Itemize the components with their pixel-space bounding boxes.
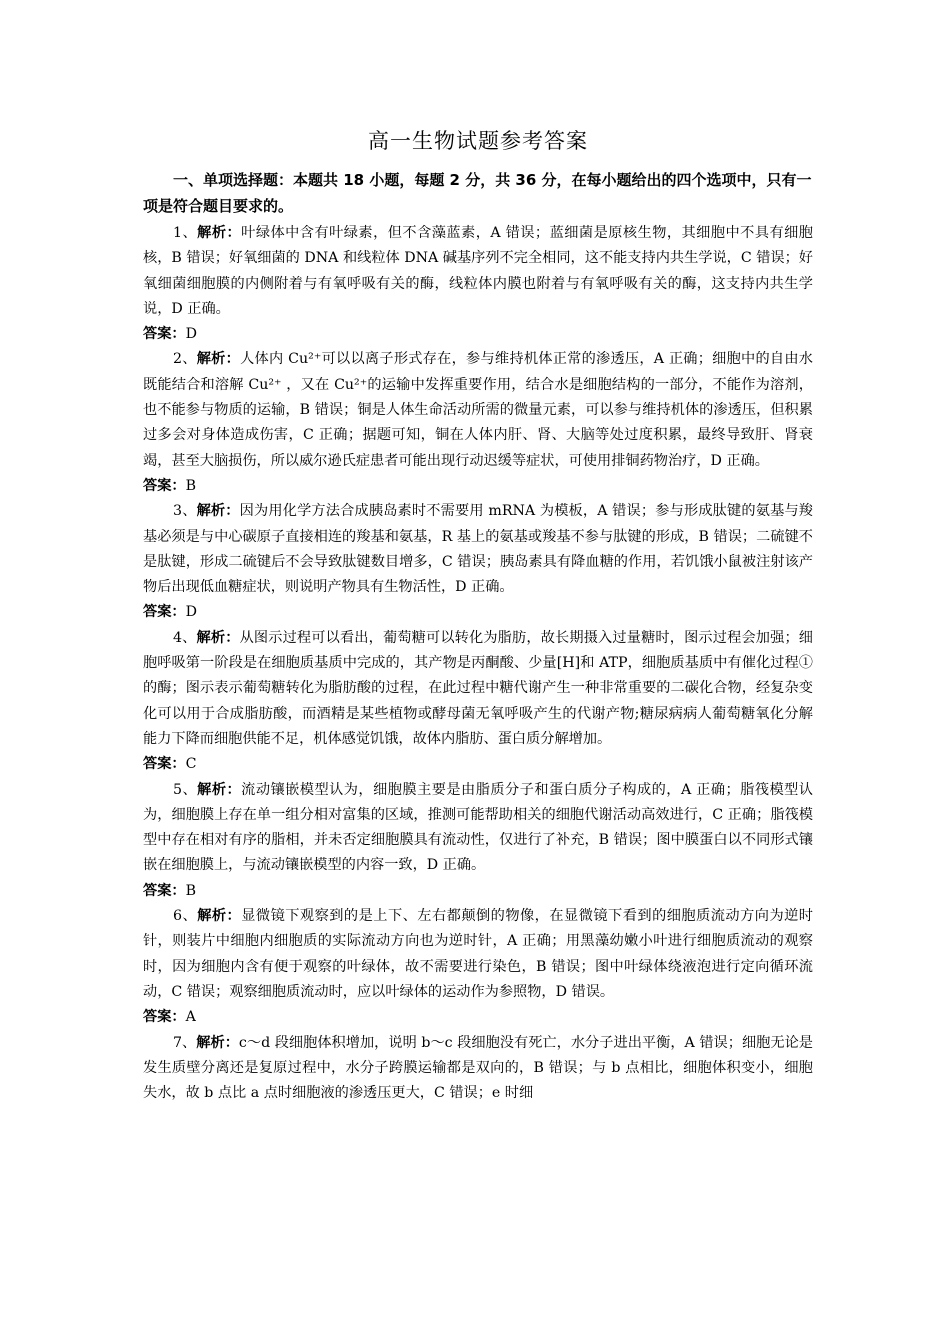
answer-line <box>143 879 813 904</box>
question-analysis <box>143 1031 813 1107</box>
answer-line <box>143 1005 813 1030</box>
section-heading: 一、单项选择题：本题共 18 小题，每题 2 分，共 36 分，在每小题给出的四个选项中，只有一项是符合题目要求的。 <box>143 171 812 215</box>
analysis-text: c～d 段细胞体积增加，说明 b～c 段细胞没有死亡，水分子进出平衡，A 错误；细胞无论是发生质壁分离还是复原过程中，水分子跨膜运输都是双向的，B 错误；与 b 点相比，细胞体积变小，细胞失水，故 b 点比 a 点时细胞液的渗透压更大，C 错误；e 时细 <box>143 1034 813 1102</box>
question-analysis <box>143 626 813 752</box>
question-number: 4、 <box>173 629 197 646</box>
analysis-text: 叶绿体中含有叶绿素，但不含藻蓝素，A 错误；蓝细菌是原核生物，其细胞中不具有细胞核，B 错误；好氧细菌的 DNA 和线粒体 DNA 碱基序列不完全相同，这不能支持内共生学说，C 错误；好氧细菌细胞膜的内侧附着与有氧呼吸有关的酶，线粒体内膜也附着与有氧呼吸有关的酶，这支持内共生学说，D 正确。 <box>143 225 813 317</box>
answer-line <box>143 322 813 347</box>
analysis-text: 人体内 Cu²⁺可以以离子形式存在，参与维持机体正常的渗透压，A 正确；细胞中的自由水既能结合和溶解 Cu²⁺ ，又在 Cu²⁺的运输中发挥重要作用，结合水是细胞结构的一部分，不能作为溶剂，也不能参与物质的运输，B 错误；铜是人体生命活动所需的微量元素，可以参与维持机体的渗透压，但积累过多会对身体造成伤害，C 正确；据题可知，铜在人体内肝、肾、大脑等处过度积累，最终导致肝、肾衰竭，甚至大脑损伤，所以威尔逊氏症患者可能出现行动迟缓等症状，可使用排铜药物治疗，D 正确。 <box>143 351 813 469</box>
question-number: 6、 <box>173 908 198 925</box>
analysis-text: 流动镶嵌模型认为，细胞膜主要是由脂质分子和蛋白质分子构成的，A 正确；脂筏模型认为，细胞膜上存在单一组分相对富集的区域，推测可能帮助相关的细胞代谢活动高效进行，C 正确；脂筏模型中存在相对有序的脂相，并未否定细胞膜具有流动性，仅进行了补充，B 错误；图中膜蛋白以不同形式镶嵌在细胞膜上，与流动镶嵌模型的内容一致，D 正确。 <box>143 781 813 874</box>
answer-line <box>143 474 813 499</box>
answer-value: C <box>185 756 197 773</box>
question-item <box>143 347 813 499</box>
answer-value: A <box>185 1009 196 1026</box>
question-item <box>143 904 813 1030</box>
answer-label: 答案： <box>143 604 186 621</box>
question-number: 7、 <box>173 1034 197 1051</box>
question-analysis <box>143 221 813 322</box>
question-number: 3、 <box>173 503 197 520</box>
answer-value: D <box>185 326 197 343</box>
document-page <box>143 125 813 1106</box>
answer-line <box>143 600 813 625</box>
question-item <box>143 499 813 625</box>
question-number: 1、 <box>173 225 198 241</box>
question-number: 2、 <box>173 351 197 368</box>
answer-value: B <box>185 882 197 899</box>
analysis-label: 解析： <box>197 781 242 798</box>
question-analysis <box>143 904 813 1005</box>
analysis-label: 解析： <box>196 503 240 520</box>
answer-label: 答案： <box>143 756 186 773</box>
answer-label: 答案： <box>143 326 186 343</box>
question-item <box>143 221 813 347</box>
analysis-label: 解析： <box>196 1034 239 1051</box>
analysis-text: 从图示过程可以看出，葡萄糖可以转化为脂肪，故长期摄入过量糖时，图示过程会加强；细胞呼吸第一阶段是在细胞质基质中完成的，其产物是丙酮酸、少量[H]和 ATP，细胞质基质中有催化过程①的酶；图示表示葡萄糖转化为脂肪酸的过程，在此过程中糖代谢产生一种非常重要的二碳化合物，经复杂变化可以用于合成脂肪酸，而酒精是某些植物或酵母菌无氧呼吸产生的代谢产物;糖尿病病人葡萄糖氧化分解能力下降而细胞供能不足，机体感觉饥饿，故体内脂肪、蛋白质分解增加。 <box>143 629 813 747</box>
question-analysis <box>143 778 813 879</box>
question-item <box>143 1031 813 1107</box>
answer-line <box>143 752 813 777</box>
analysis-label: 解析： <box>196 629 240 646</box>
question-number: 5、 <box>173 781 198 798</box>
question-analysis <box>143 347 813 473</box>
analysis-label: 解析： <box>197 908 242 925</box>
document-title: 高一生物试题参考答案 <box>368 129 588 153</box>
answer-label: 答案： <box>143 882 186 899</box>
question-analysis <box>143 499 813 600</box>
answer-label: 答案： <box>143 1009 186 1026</box>
analysis-text: 因为用化学方法合成胰岛素时不需要用 mRNA 为模板，A 错误；参与形成肽键的氨基与羧基必须是与中心碳原子直接相连的羧基和氨基，R 基上的氨基或羧基不参与肽键的形成，B 错误；二硫键不是肽键，形成二硫键后不会导致肽键数目增多，C 错误；胰岛素具有降血糖的作用，若饥饿小鼠被注射该产物后出现低血糖症状，则说明产物具有生物活性，D 正确。 <box>143 503 813 596</box>
answer-value: D <box>185 604 197 621</box>
question-item <box>143 778 813 904</box>
analysis-text: 显微镜下观察到的是上下、左右都颠倒的物像，在显微镜下看到的细胞质流动方向为逆时针，则装片中细胞内细胞质的实际流动方向也为逆时针，A 正确；用黑藻幼嫩小叶进行细胞质流动的观察时，因为细胞内含有便于观察的叶绿体，故不需要进行染色，B 错误；图中叶绿体绕液泡进行定向循环流动，C 错误；观察细胞质流动时，应以叶绿体的运动作为参照物，D 错误。 <box>143 908 813 1000</box>
answer-value: B <box>185 477 197 494</box>
analysis-label: 解析： <box>197 225 242 241</box>
question-item <box>143 626 813 778</box>
answer-label: 答案： <box>143 477 186 494</box>
analysis-label: 解析： <box>196 351 241 368</box>
question-list <box>143 221 813 1106</box>
